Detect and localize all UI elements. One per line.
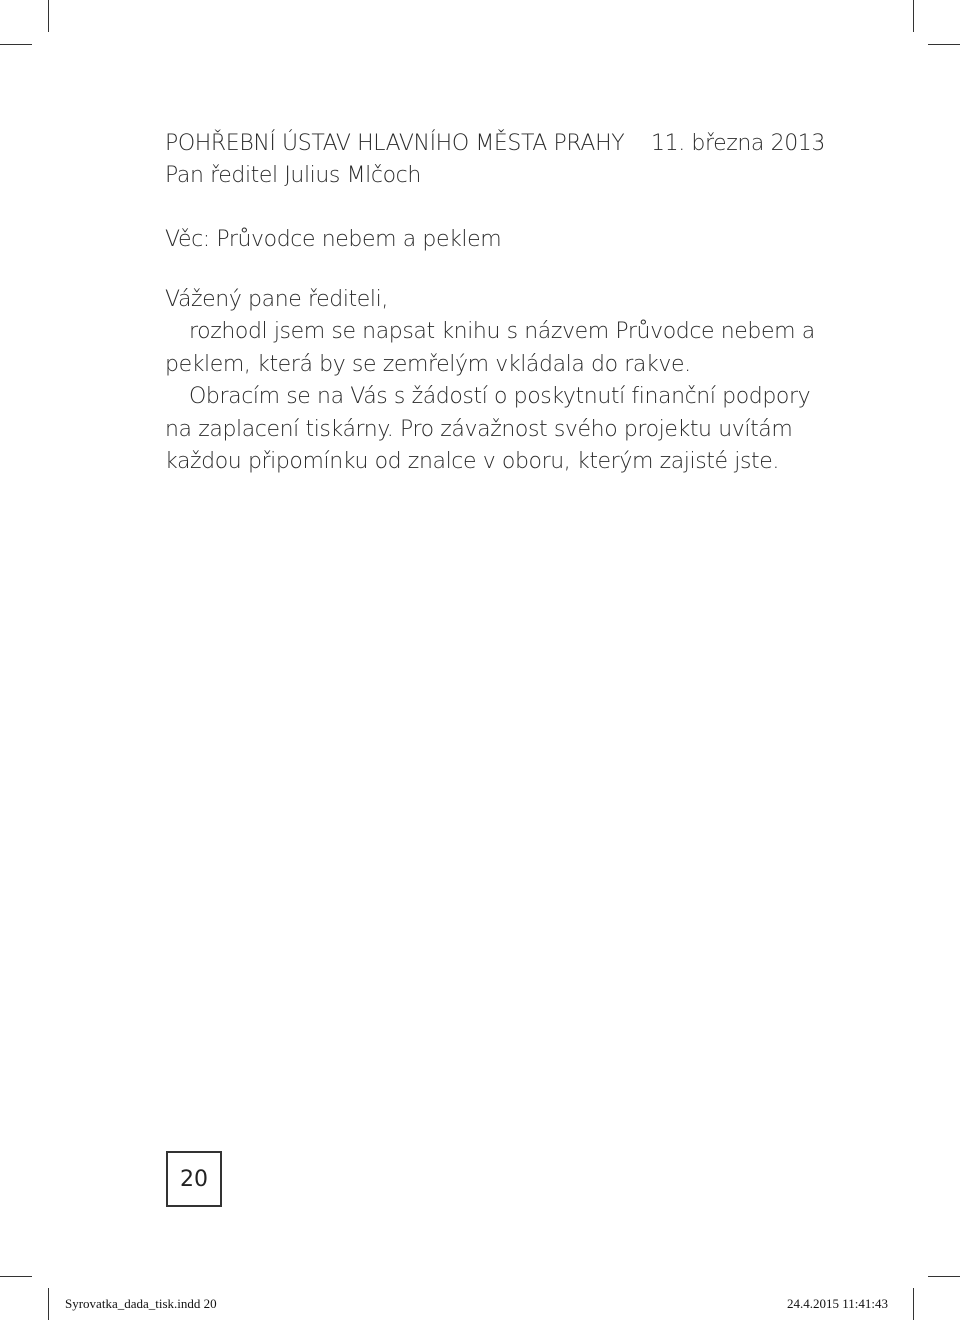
letter-subject: Věc: Průvodce nebem a peklem xyxy=(165,227,502,252)
crop-mark-top-left-vertical xyxy=(48,0,49,32)
crop-mark-bottom-left-vertical xyxy=(48,1288,49,1320)
crop-mark-top-right-horizontal xyxy=(928,44,960,45)
letter-body xyxy=(165,128,825,479)
letter-salutation: Vážený pane řediteli, xyxy=(165,287,388,312)
print-slug-file: Syrovatka_dada_tisk.indd 20 xyxy=(65,1296,217,1311)
crop-mark-bottom-right-vertical xyxy=(913,1288,914,1320)
letter-date: 11. března 2013 xyxy=(651,131,825,156)
page-number-label: 20 xyxy=(180,1166,208,1192)
letter-paragraph: rozhodl jsem se napsat knihu s názvem Průvodce nebem a peklem, která by se zemřelým vkládala do rakve. xyxy=(165,319,815,377)
crop-mark-bottom-right-horizontal xyxy=(928,1276,960,1277)
addressee-person: Pan ředitel Julius Mlčoch xyxy=(165,163,421,188)
letter-header xyxy=(165,128,825,160)
letter-paragraph: Obracím se na Vás s žádostí o poskytnutí finanční podpory na zaplacení tiskárny. Pro závažnost svého projektu uvítám každou připomínku od znalce v oboru, kterým zajisté jste. xyxy=(165,384,811,474)
crop-mark-top-right-vertical xyxy=(913,0,914,32)
crop-mark-top-left-horizontal xyxy=(0,44,32,45)
addressee-organization: POHŘEBNÍ ÚSTAV HLAVNÍHO MĚSTA PRAHY xyxy=(165,131,625,156)
page-number xyxy=(166,1151,222,1207)
print-slug-timestamp: 24.4.2015 11:41:43 xyxy=(787,1296,888,1311)
crop-mark-bottom-left-horizontal xyxy=(0,1276,32,1277)
